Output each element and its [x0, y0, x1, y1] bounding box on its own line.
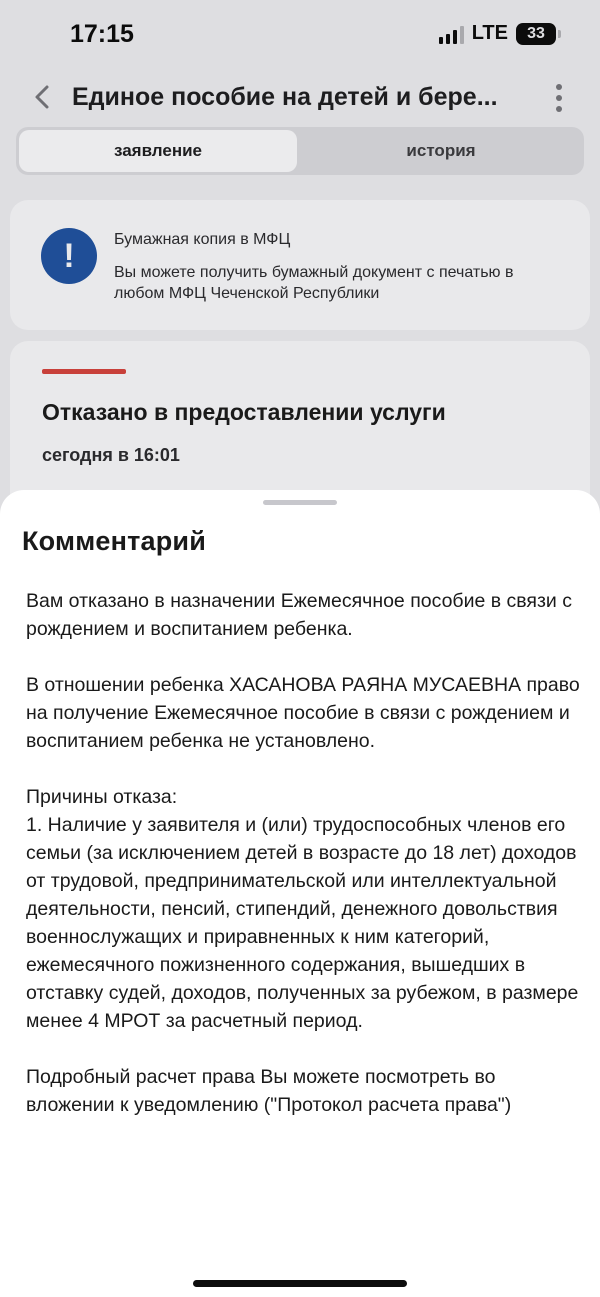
status-time: 17:15	[70, 20, 134, 48]
chevron-left-icon[interactable]	[30, 82, 56, 112]
navigation-bar	[0, 70, 600, 126]
status-title: Отказано в предоставлении услуги	[42, 399, 446, 425]
exclamation-icon	[41, 228, 97, 284]
battery-icon	[516, 23, 556, 45]
info-card	[10, 200, 590, 330]
tab-history[interactable]: история	[406, 141, 476, 160]
comment-paragraph-refusal: Вам отказано в назначении Ежемесячное пособие в связи с рождением и воспитанием ребенка.	[26, 590, 572, 640]
status-bar	[0, 0, 600, 70]
comment-bottom-sheet	[0, 490, 600, 1297]
sheet-title: Комментарий	[22, 526, 207, 556]
comment-reasons	[26, 783, 586, 1035]
comment-text	[26, 587, 586, 1147]
reasons-heading: Причины отказа:	[26, 786, 178, 808]
sheet-drag-handle[interactable]	[263, 500, 337, 505]
home-indicator[interactable]	[193, 1280, 407, 1287]
info-card-text: Вы можете получить бумажный документ с печатью в любом МФЦ Чеченской Республики	[114, 264, 514, 302]
page-title: Единое пособие на детей и бере...	[72, 83, 498, 111]
info-card-title: Бумажная копия в МФЦ	[114, 231, 291, 248]
status-date: сегодня в 16:01	[42, 445, 180, 465]
status-accent-line	[42, 369, 126, 374]
more-vertical-icon[interactable]	[556, 84, 564, 112]
comment-paragraph-details: Подробный расчет права Вы можете посмотреть во вложении к уведомлению ("Протокол расчета права")	[26, 1066, 512, 1116]
exclamation-glyph: !	[63, 236, 75, 275]
reason-item: 1. Наличие у заявителя и (или) трудоспособных членов его семьи (за исключением детей в возрасте до 18 лет) доходов от трудовой, предпринимательской или интеллектуальной деятельности, пенсий, стипендий, денежного довольствия военнослужащих и приравненных к ним категорий, ежемесячного пожизненного содержания, вышедших в отставку судей, доходов, полученных за рубежом, в размере менее 4 МРОТ за расчетный период.	[26, 814, 579, 1032]
status-indicators	[439, 22, 556, 45]
tab-application[interactable]: заявление	[19, 130, 297, 172]
comment-paragraph-child: В отношении ребенка ХАСАНОВА РАЯНА МУСАЕВНА право на получение Ежемесячное пособие в связи с рождением и воспитанием ребенка не установлено.	[26, 674, 580, 752]
segmented-tabs	[16, 127, 584, 175]
network-type: LTE	[471, 22, 508, 44]
cellular-signal-icon	[439, 24, 464, 44]
battery-level: 33	[527, 24, 545, 42]
